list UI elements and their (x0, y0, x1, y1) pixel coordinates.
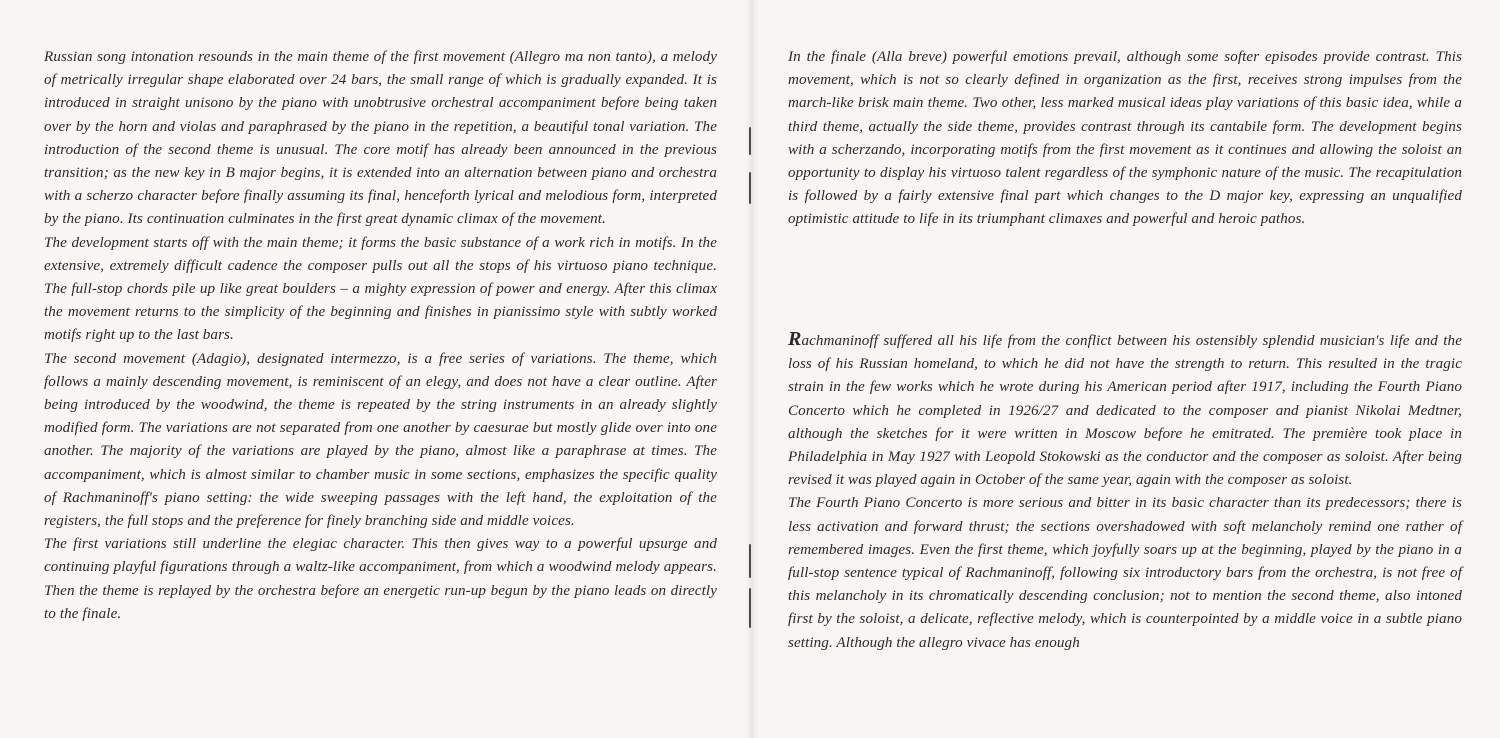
binding-mark (749, 588, 751, 628)
right-section-paragraph-1 (788, 328, 1462, 492)
right-text-column-top (788, 46, 1462, 232)
left-text-column (44, 46, 717, 626)
right-section-paragraph-1-text: achmaninoff suffered all his life from the conflict between his ostensibly splendid musician's life and the loss of his Russian homeland, to which he did not have the strength to return. This resulted in the tragic strain in the few works which he wrote during his American period after 1917, including the Fourth Piano Concerto which he completed in 1926/27 and dedicated to the composer and pianist Nikolai Medtner, although the sketches for it were written in Moscow before he emitrated. The première took place in Philadelphia in May 1927 with Leopold Stokowski as the conductor and the composer as soloist. After being revised it was played again in October of the same year, again with the composer as soloist. (788, 333, 1462, 489)
binding-mark (749, 544, 751, 578)
left-paragraph-1: Russian song intonation resounds in the main theme of the first movement (Allegro ma non tanto), a melody of metrically irregular shape elaborated over 24 bars, the small range of which is gradually expanded. It is introduced in straight unisono by the piano with unobtrusive orchestral accompaniment before being taken over by the horn and violas and paraphrased by the piano in the repetition, a beautiful tonal variation. The introduction of the second theme is unusual. The core motif has already been announced in the previous transition; as the new key in B major begins, it is extended into an alternation between piano and orchestra with a scherzo character before finally assuming its final, henceforth lyrical and melodious form, interpreted by the piano. Its continuation culminates in the first great dynamic climax of the movement. (44, 49, 717, 228)
right-section-paragraph-2: The Fourth Piano Concerto is more serious and bitter in its basic character than its predecessors; there is less activation and forward thrust; the sections overshadowed with soft melancholy remind one rather of remembered images. Even the first theme, which joyfully soars up at the beginning, played by the piano in a full-stop sentence typical of Rachmaninoff, following six introductory bars from the orchestra, is not free of this melancholy in its chromatically descending conclusion; not to mention the second theme, also intoned first by the soloist, a delicate, reflective melody, which is counterpointed by a middle voice in a subtle piano setting. Although the allegro vivace has enough (788, 495, 1462, 651)
left-paragraph-2: The development starts off with the main theme; it forms the basic substance of a work rich in motifs. In the extensive, extremely difficult cadence the composer pulls out all the stops of his virtuoso piano technique. The full-stop chords pile up like great boulders – a mighty expression of power and energy. After this climax the movement returns to the simplicity of the beginning and finishes in pianissimo style with subtly worked motifs right up to the last bars. (44, 234, 717, 344)
left-paragraph-4: The first variations still underline the elegiac character. This then gives way to a powerful upsurge and continuing playful figurations through a waltz-like accompaniment, from which a woodwind melody appears. Then the theme is replayed by the orchestra before an energetic run-up begun by the piano leads on directly to the finale. (44, 536, 717, 622)
right-paragraph-finale: In the finale (Alla breve) powerful emotions prevail, although some softer episodes provide contrast. This movement, which is not so clearly defined in organization as the first, receives strong impulses from the march-like brisk main theme. Two other, less marked musical ideas play variations of this basic idea, while a third theme, actually the side theme, provides contrast through its cantabile form. The development begins with a scherzando, incorporating motifs from the first movement as it continues and allowing the soloist an opportunity to display his virtuoso talent regardless of the symphonic nature of the music. The recapitulation is followed by a fairly extensive final part which changes to the D major key, expressing an unqualified optimistic attitude to life in its triumphant climaxes and powerful and heroic pathos. (788, 49, 1462, 228)
drop-cap: R (788, 328, 802, 350)
right-text-column-section (788, 328, 1462, 655)
binding-mark (749, 172, 751, 204)
binding-mark (749, 127, 751, 155)
left-paragraph-3: The second movement (Adagio), designated intermezzo, is a free series of variations. The theme, which follows a mainly descending movement, is reminiscent of an elegy, and does not have a clear outline. After being introduced by the woodwind, the theme is repeated by the string instruments in an already slightly modified form. The variations are not separated from one another by caesurae but mostly glide over into one another. The majority of the variations are played by the piano, almost like a paraphrase at times. The accompaniment, which is almost similar to chamber music in some sections, emphasizes the specific quality of Rachmaninoff's piano setting: the wide sweeping passages with the left hand, the exploitation of the registers, the full stops and the preference for finely branching side and middle voices. (44, 350, 717, 530)
page-gutter (745, 0, 759, 738)
